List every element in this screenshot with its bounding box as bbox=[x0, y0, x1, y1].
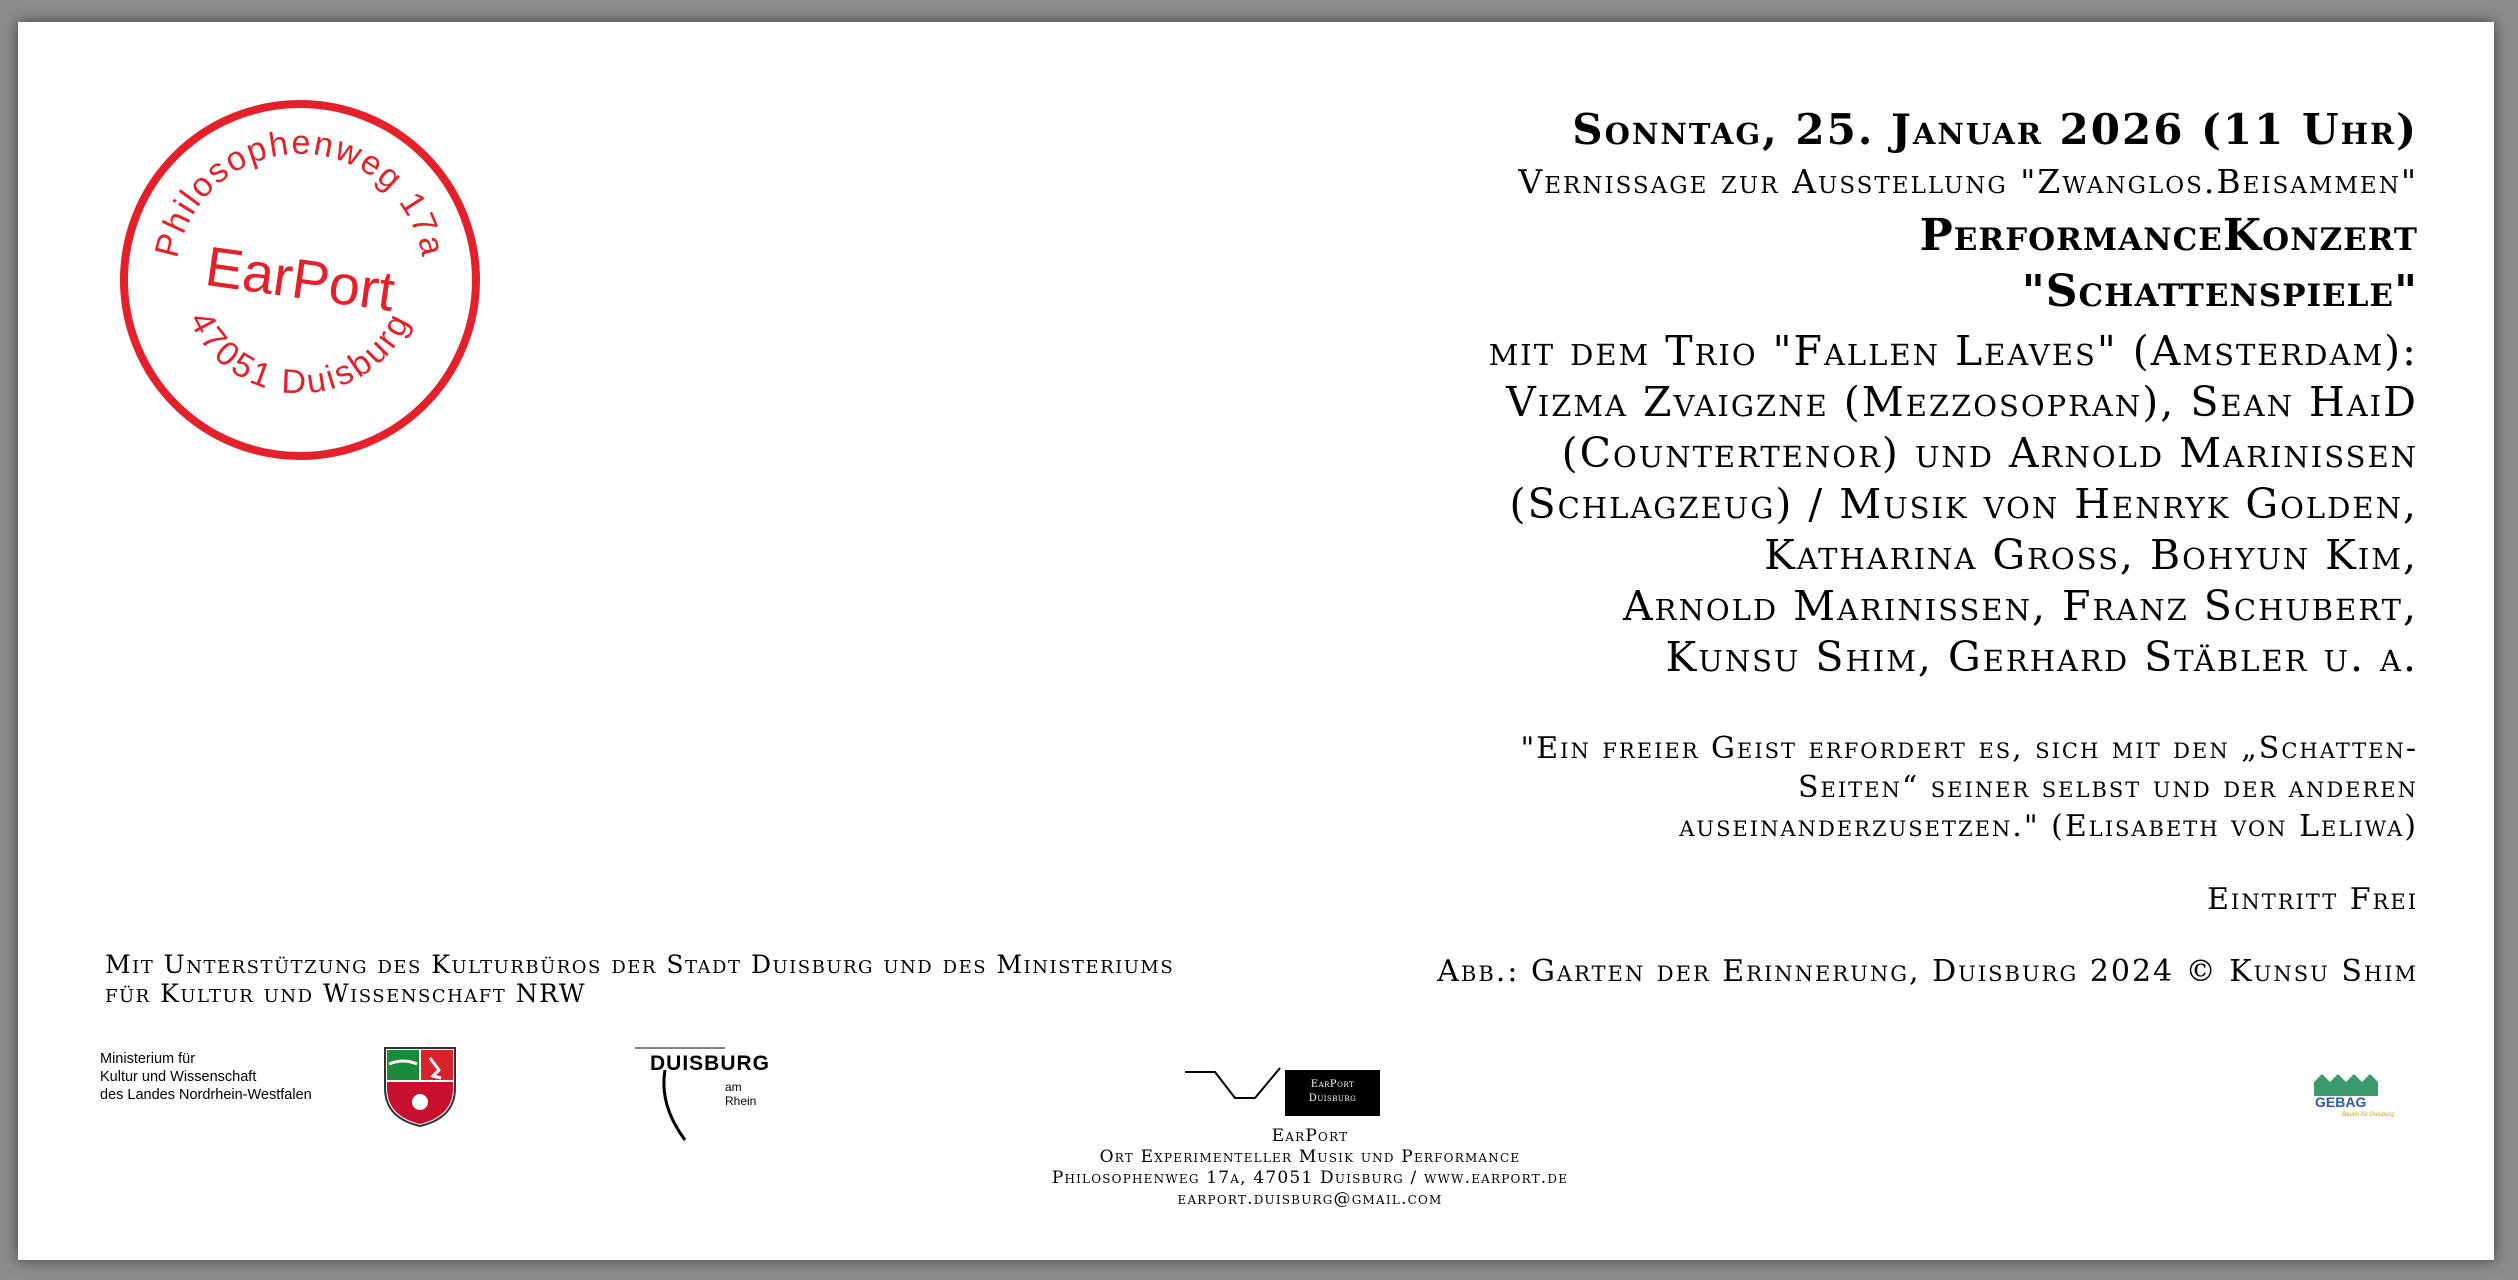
stamp-center-text: EarPort bbox=[201, 234, 399, 323]
event-title: PerformanceKonzert bbox=[1919, 210, 2418, 261]
footer-line: Philosophenweg 17a, 47051 Duisburg / www.earport.de bbox=[1051, 1168, 1569, 1188]
earport-logo-line: EarPort bbox=[1310, 1079, 1355, 1090]
ministry-line: Ministerium für bbox=[100, 1051, 196, 1067]
event-subtitle: Vernissage zur Ausstellung "Zwanglos.Beisammen" bbox=[1518, 162, 2418, 201]
quote-line: auseinanderzusetzen." (Elisabeth von Leliwa) bbox=[1679, 809, 2418, 844]
footer-line: Ort Experimenteller Musik und Performance bbox=[1099, 1147, 1521, 1167]
footer-line: EarPort bbox=[1271, 1126, 1349, 1146]
event-info bbox=[1198, 100, 2418, 992]
ministry-line: Kultur und Wissenschaft bbox=[100, 1069, 257, 1085]
image-credit: Abb.: Garten der Erinnerung, Duisburg 2024 © Kunsu Shim bbox=[1437, 954, 2418, 989]
support-line: Mit Unterstützung des Kulturbüros der Stadt Duisburg und des Ministeriums bbox=[105, 950, 1175, 979]
ministry-line: des Landes Nordrhein-Westfalen bbox=[100, 1087, 312, 1103]
earport-stamp bbox=[110, 90, 490, 470]
performers-line: (Countertenor) und Arnold Marinissen bbox=[1561, 429, 2418, 477]
support-statement bbox=[105, 950, 1174, 1008]
duisburg-logo-text: DUISBURG bbox=[650, 1052, 771, 1075]
performers-line: Kunsu Shim, Gerhard Stäbler u. a. bbox=[1665, 633, 2418, 681]
event-date: Sonntag, 25. Januar 2026 (11 Uhr) bbox=[1572, 105, 2418, 154]
quote-line: Seiten“ seiner selbst und der anderen bbox=[1797, 770, 2418, 805]
quote-line: "Ein freier Geist erfordert es, sich mit den „Schatten- bbox=[1520, 731, 2418, 766]
entry-note: Eintritt Frei bbox=[2207, 882, 2418, 917]
support-line: für Kultur und Wissenschaft NRW bbox=[105, 979, 587, 1008]
performers-line: (Schlagzeug) / Musik von Henryk Golden, bbox=[1509, 480, 2418, 528]
duisburg-logo bbox=[625, 1040, 771, 1154]
event-title-quote: "Schattenspiele" bbox=[2021, 266, 2418, 317]
performers-line: Vizma Zvaigzne (Mezzosopran), Sean HaiD bbox=[1506, 378, 2418, 426]
stamp-bottom-text: 47051 Duisburg bbox=[181, 305, 419, 402]
footer-line: earport.duisburg@gmail.com bbox=[1177, 1189, 1443, 1209]
duisburg-logo-subtext: am Rhein bbox=[725, 1080, 757, 1108]
earport-logo-box bbox=[1285, 1070, 1380, 1116]
gebag-logo-tagline: Bauen für Duisburg bbox=[2342, 1112, 2394, 1118]
performers-line: mit dem Trio "Fallen Leaves" (Amsterdam): bbox=[1488, 327, 2418, 375]
performers-line: Arnold Marinissen, Franz Schubert, bbox=[1623, 582, 2418, 630]
gebag-logo-text: GEBAG bbox=[2315, 1094, 2367, 1110]
quote-text bbox=[1198, 729, 2418, 846]
earport-wave-icon bbox=[1180, 1050, 1290, 1110]
footer-address bbox=[960, 1126, 1660, 1210]
performers-line: Katharina Gross, Bohyun Kim, bbox=[1764, 531, 2418, 579]
nrw-crest-icon bbox=[375, 1040, 465, 1130]
earport-logo-line: Duisburg bbox=[1308, 1093, 1357, 1104]
performers-text bbox=[1198, 326, 2418, 683]
gebag-logo bbox=[2312, 1068, 2394, 1118]
ministry-logo-text bbox=[100, 1050, 312, 1104]
stamp-top-text: Philosophenweg 17a bbox=[147, 123, 453, 262]
